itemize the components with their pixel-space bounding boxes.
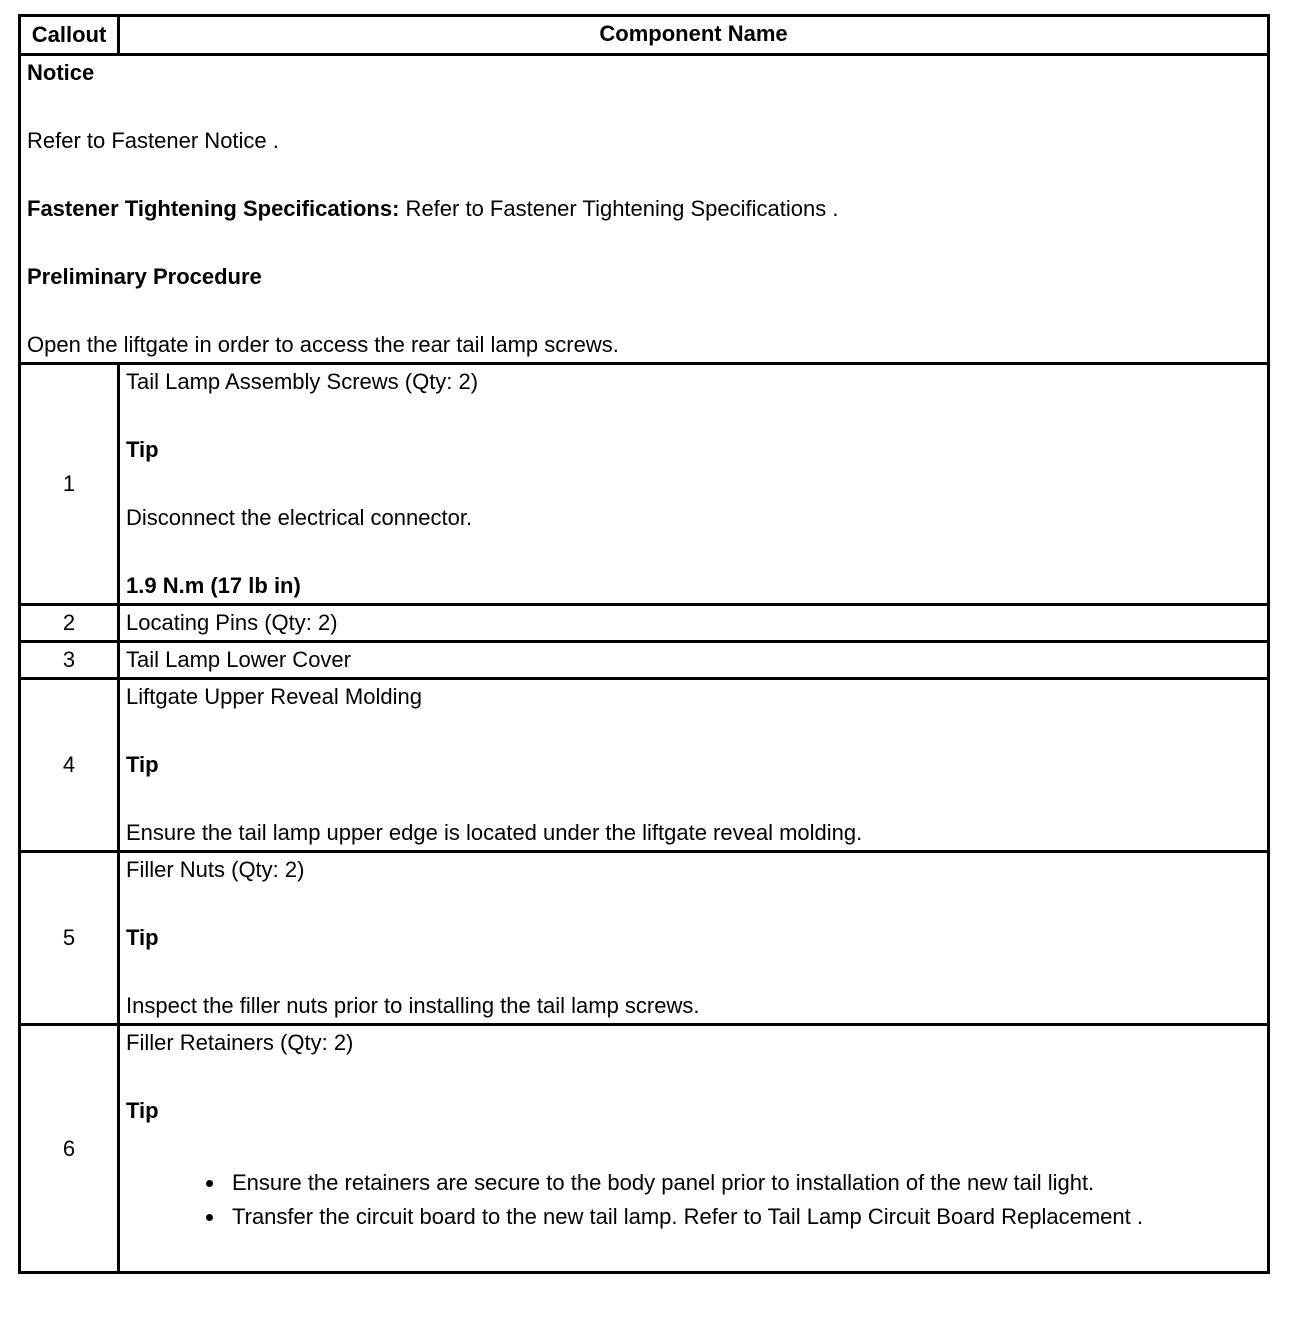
callout-cell: 5 xyxy=(20,852,119,1025)
tip-label: Tip xyxy=(126,1098,159,1123)
notice-cell xyxy=(20,55,1269,364)
notice-title: Notice xyxy=(27,60,95,85)
callout-cell: 4 xyxy=(20,679,119,852)
component-cell xyxy=(119,679,1269,852)
table-row xyxy=(20,364,1269,605)
component-name: Tail Lamp Assembly Screws (Qty: 2) xyxy=(126,369,479,394)
component-cell xyxy=(119,605,1269,642)
component-name: Liftgate Upper Reveal Molding xyxy=(126,684,422,709)
component-cell xyxy=(119,1025,1269,1273)
table-row xyxy=(20,605,1269,642)
callout-cell: 1 xyxy=(20,364,119,605)
fastener-spec-line xyxy=(27,192,1261,226)
list-item[interactable]: • Transfer the circuit board to the new tail lamp. Refer to Tail Lamp Circuit Board Replacement . xyxy=(226,1200,1261,1234)
component-name: Locating Pins (Qty: 2) xyxy=(126,610,338,635)
callout-cell: 2 xyxy=(20,605,119,642)
header-component-name: Component Name xyxy=(119,16,1269,55)
notice-row xyxy=(20,55,1269,364)
spec-label: Fastener Tightening Specifications: xyxy=(27,196,400,221)
tip-bullet-list xyxy=(126,1166,1261,1234)
component-cell xyxy=(119,642,1269,679)
header-callout: Callout xyxy=(20,16,119,55)
table-row xyxy=(20,642,1269,679)
table-header-row xyxy=(20,16,1269,55)
component-cell xyxy=(119,364,1269,605)
table-row xyxy=(20,852,1269,1025)
spec-link[interactable]: Refer to Fastener Tightening Specifications . xyxy=(399,196,839,221)
component-name: Filler Retainers (Qty: 2) xyxy=(126,1030,354,1055)
tip-label: Tip xyxy=(126,437,159,462)
component-table xyxy=(18,14,1270,1274)
torque-spec: 1.9 N.m (17 lb in) xyxy=(126,573,301,598)
callout-cell: 6 xyxy=(20,1025,119,1273)
component-cell xyxy=(119,852,1269,1025)
table-row xyxy=(20,1025,1269,1273)
prelim-title: Preliminary Procedure xyxy=(27,264,262,289)
table-row xyxy=(20,679,1269,852)
component-name: Tail Lamp Lower Cover xyxy=(126,647,351,672)
tip-text: Ensure the tail lamp upper edge is located under the liftgate reveal molding. xyxy=(126,820,863,845)
list-item: • Ensure the retainers are secure to the body panel prior to installation of the new tail light. xyxy=(226,1166,1261,1200)
tip-label: Tip xyxy=(126,925,159,950)
component-name: Filler Nuts (Qty: 2) xyxy=(126,857,305,882)
tip-label: Tip xyxy=(126,752,159,777)
tip-text: Disconnect the electrical connector. xyxy=(126,505,473,530)
callout-cell: 3 xyxy=(20,642,119,679)
prelim-text: Open the liftgate in order to access the rear tail lamp screws. xyxy=(27,332,619,357)
notice-refer-link[interactable]: Refer to Fastener Notice . xyxy=(27,128,279,153)
tip-text: Inspect the filler nuts prior to installing the tail lamp screws. xyxy=(126,993,700,1018)
